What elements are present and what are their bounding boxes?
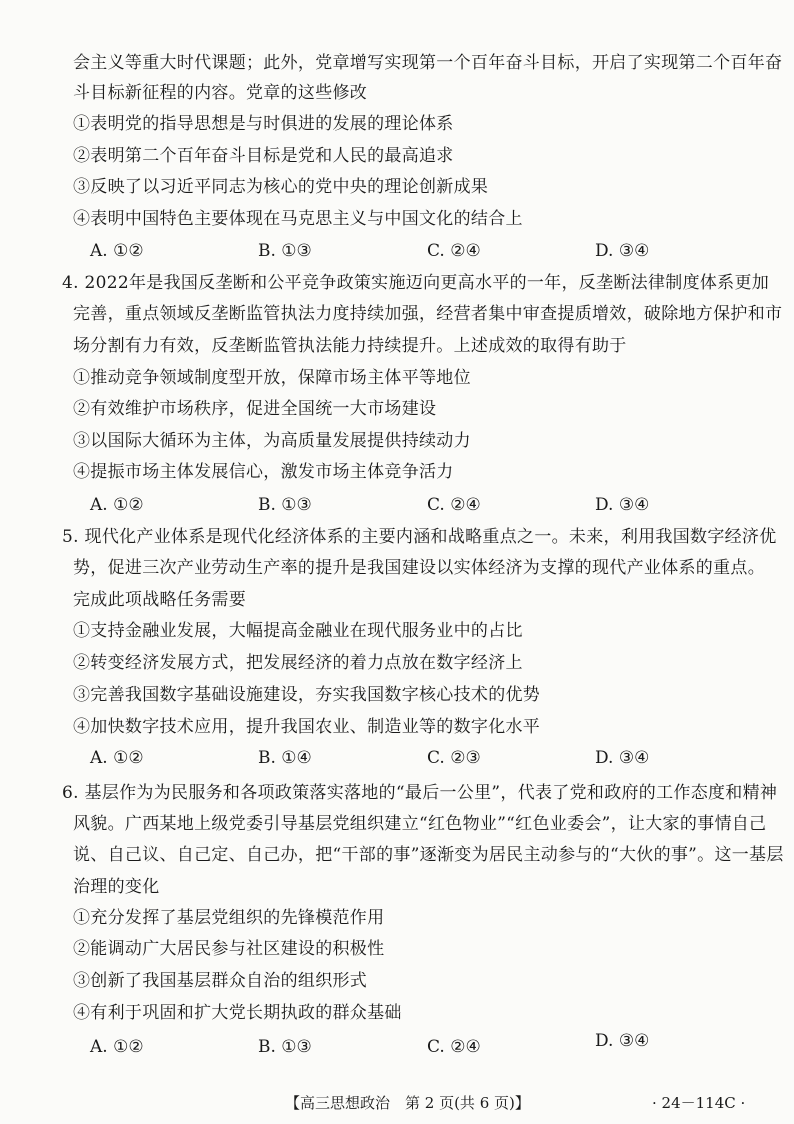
choice-a: A. ①② — [90, 748, 144, 768]
question-4-stem: 4. 2022年是我国反垄断和公平竞争政策实施迈向更高水平的一年，反垄断法律制度体系更加 — [62, 273, 770, 293]
option-statement: ③完善我国数字基础设施建设，夯实我国数字核心技术的优势 — [73, 685, 541, 705]
option-statement: ④表明中国特色主要体现在马克思主义与中国文化的结合上 — [73, 209, 523, 229]
choice-b: B. ①③ — [258, 241, 312, 261]
question-text-line: 场分割有力有效，反垄断监管执法能力持续提升。上述成效的取得有助于 — [73, 336, 627, 356]
option-statement: ③创新了我国基层群众自治的组织形式 — [73, 971, 368, 991]
question-text-line: 治理的变化 — [73, 877, 160, 897]
footer-page-info: 【高三思想政治 第 2 页(共 6 页)】 — [285, 1094, 530, 1112]
choice-b: B. ①③ — [258, 495, 312, 515]
question-text-line: 斗目标新征程的内容。党章的这些修改 — [73, 83, 368, 103]
choice-a: A. ①② — [90, 241, 144, 261]
question-text-line: 会主义等重大时代课题；此外，党章增写实现第一个百年奋斗目标，开启了实现第二个百年奋 — [73, 53, 783, 73]
option-statement: ④提振市场主体发展信心，激发市场主体竞争活力 — [73, 462, 454, 482]
question-text-line: 完成此项战略任务需要 — [73, 590, 246, 610]
option-statement: ③以国际大循环为主体，为高质量发展提供持续动力 — [73, 431, 471, 451]
answer-choices — [0, 240, 794, 262]
option-statement: ①表明党的指导思想是与时俱进的发展的理论体系 — [73, 114, 454, 134]
page-footer — [0, 1092, 794, 1114]
choice-d: D. ③④ — [595, 241, 650, 261]
choice-c: C. ②③ — [427, 748, 481, 768]
option-statement: ④加快数字技术应用，提升我国农业、制造业等的数字化水平 — [73, 717, 541, 737]
answer-choices — [0, 747, 794, 769]
option-statement: ②能调动广大居民参与社区建设的积极性 — [73, 939, 385, 959]
question-text-line: 完善，重点领域反垄断监管执法力度持续加强，经营者集中审查提质增效，破除地方保护和市 — [73, 304, 783, 324]
choice-d: D. ③④ — [595, 1031, 650, 1051]
choice-c: C. ②④ — [427, 495, 481, 515]
answer-choices — [0, 494, 794, 516]
choice-c: C. ②④ — [427, 1037, 481, 1057]
choice-c: C. ②④ — [427, 241, 481, 261]
choice-b: B. ①③ — [258, 1037, 312, 1057]
choice-a: A. ①② — [90, 495, 144, 515]
choice-b: B. ①④ — [258, 748, 312, 768]
question-text-line: 势，促进三次产业劳动生产率的提升是我国建设以实体经济为支撑的现代产业体系的重点。 — [73, 558, 765, 578]
option-statement: ②表明第二个百年奋斗目标是党和人民的最高追求 — [73, 146, 454, 166]
question-text-line: 风貌。广西某地上级党委引导基层党组织建立“红色物业”“红色业委会”，让大家的事情自己 — [73, 814, 767, 834]
option-statement: ②有效维护市场秩序，促进全国统一大市场建设 — [73, 399, 437, 419]
option-statement: ②转变经济发展方式，把发展经济的着力点放在数字经济上 — [73, 653, 523, 673]
question-6-stem: 6. 基层作为为民服务和各项政策落实落地的“最后一公里”，代表了党和政府的工作态度和精神 — [62, 783, 778, 803]
choice-d: D. ③④ — [595, 495, 650, 515]
footer-exam-code: · 24－114C · — [652, 1094, 746, 1112]
answer-choices — [0, 1031, 794, 1058]
option-statement: ③反映了以习近平同志为核心的党中央的理论创新成果 — [73, 177, 489, 197]
choice-a: A. ①② — [90, 1037, 144, 1057]
option-statement: ④有利于巩固和扩大党长期执政的群众基础 — [73, 1003, 402, 1023]
choice-d: D. ③④ — [595, 748, 650, 768]
option-statement: ①推动竞争领域制度型开放，保障市场主体平等地位 — [73, 368, 471, 388]
option-statement: ①支持金融业发展，大幅提高金融业在现代服务业中的占比 — [73, 621, 523, 641]
question-5-stem: 5. 现代化产业体系是现代化经济体系的主要内涵和战略重点之一。未来，利用我国数字经济优 — [62, 527, 777, 547]
option-statement: ①充分发挥了基层党组织的先锋模范作用 — [73, 908, 385, 928]
question-text-line: 说、自己议、自己定、自己办，把“干部的事”逐渐变为居民主动参与的“大伙的事”。这一基层 — [73, 845, 784, 865]
